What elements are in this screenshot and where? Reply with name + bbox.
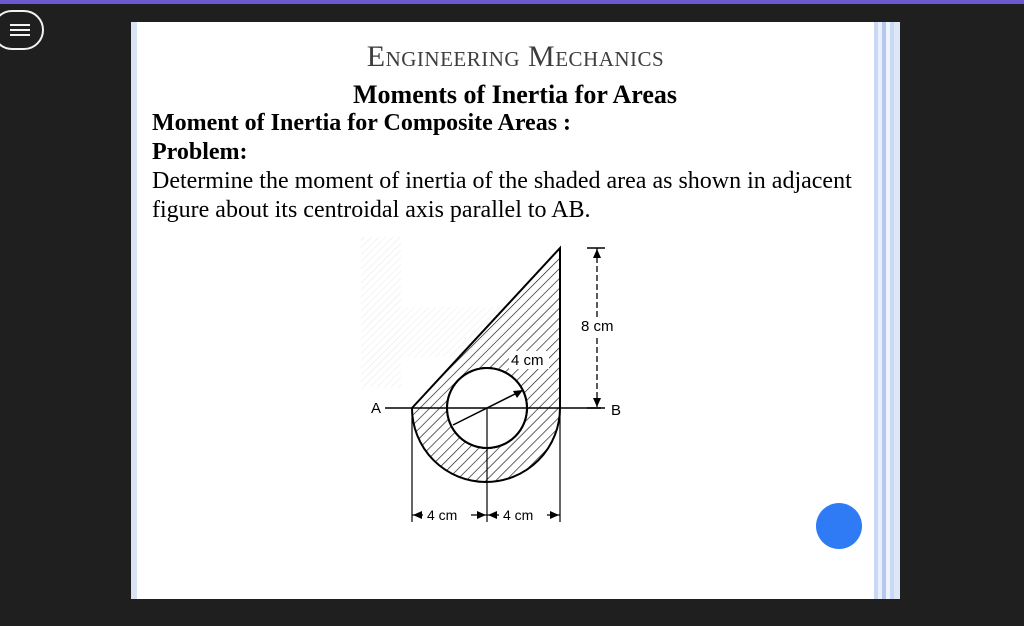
- dim-left-label: 4 cm: [427, 507, 458, 523]
- arrow-right-icon-2: [550, 511, 559, 519]
- arrow-left-icon: [413, 511, 422, 519]
- problem-label: Problem:: [152, 139, 248, 165]
- arrow-left-icon-2: [488, 511, 497, 519]
- top-accent-bar: [0, 0, 1024, 4]
- hamburger-icon: [10, 24, 30, 36]
- slide-title: Engineering Mechanics: [366, 40, 665, 73]
- composite-area-figure: [353, 227, 653, 547]
- arrow-down-icon: [593, 398, 601, 407]
- problem-statement: Determine the moment of inertia of the shaded area as shown in adjacent figure about its centroidal axis parallel to AB.: [152, 168, 852, 223]
- point-b-label: B: [611, 402, 622, 419]
- arrow-right-icon: [477, 511, 486, 519]
- slide-canvas: [131, 22, 900, 599]
- section-heading: Moment of Inertia for Composite Areas :: [152, 110, 572, 136]
- dim-height-label: 8 cm: [581, 318, 614, 335]
- dim-radius-label: 4 cm: [511, 352, 544, 369]
- record-button[interactable]: [816, 503, 862, 549]
- dim-right-label: 4 cm: [503, 507, 534, 523]
- slide-subtitle: Moments of Inertia for Areas: [353, 80, 677, 109]
- menu-button[interactable]: [0, 10, 44, 50]
- arrow-up-icon: [593, 249, 601, 258]
- background-texture: [361, 237, 401, 387]
- point-a-label: A: [371, 400, 382, 417]
